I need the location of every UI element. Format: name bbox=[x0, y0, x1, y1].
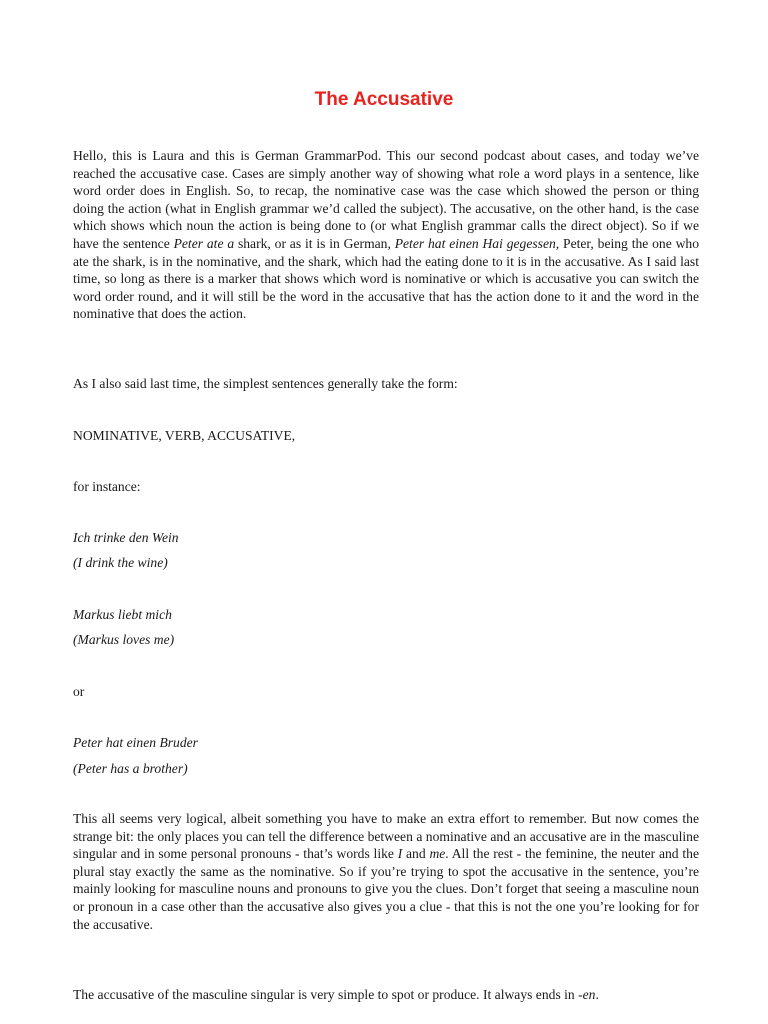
text-run: . bbox=[595, 987, 599, 1002]
text-run: This all seems very logical, albeit something you have to make an extra effort to remember. But now comes the strange bit: the only places you can tell the difference between a nominative and an accusative are in the masculine singular and in some personal pronouns - that’s words like bbox=[73, 811, 699, 862]
document-title: The Accusative bbox=[314, 89, 454, 110]
sentence-form-paragraph: NOMINATIVE, VERB, ACCUSATIVE, bbox=[73, 428, 296, 443]
example-english: (Peter has a brother) bbox=[73, 761, 188, 776]
example-english: (Markus loves me) bbox=[73, 632, 175, 647]
example-german: Peter hat einen Bruder bbox=[73, 735, 198, 750]
or-text: or bbox=[73, 684, 85, 699]
italic-run: me bbox=[429, 846, 446, 862]
text-run: shark, or as it is in German, bbox=[234, 235, 395, 251]
form-intro-paragraph: As I also said last time, the simplest sentences generally take the form: bbox=[73, 376, 458, 391]
example-english: (I drink the wine) bbox=[73, 555, 168, 570]
for-instance-paragraph: for instance: bbox=[73, 479, 141, 494]
intro-paragraph bbox=[73, 147, 699, 323]
text-run: . All the rest - the feminine, the neuter and the plural stay exactly the same as the nominative. So if you’re trying to spot the accusative in the sentence, you’re mainly looking for masculine nouns and pronouns to give you the clues. Don’t forget that seeing a masculine noun or pronoun in a case other than the accusative also gives you a clue - that this is not the one you’re looking for for the accusative. bbox=[73, 846, 699, 932]
text-run: Peter, being the one who ate the shark, is in the nominative, and the shark, which had the eating done to it is in the accusative. As I said last time, so long as there is a marker that shows which word is nominative or which is accusative you can switch the word order round, and it will still be the word in the accusative that has the action done to it and the word in the nominative that does the action. bbox=[73, 235, 700, 322]
italic-run: Peter hat einen Hai gegessen, bbox=[394, 235, 560, 251]
text-run: and bbox=[402, 846, 430, 862]
italic-run: en bbox=[582, 987, 596, 1002]
italic-run: I bbox=[397, 846, 403, 862]
text-run: Hello, this is Laura and this is German GrammarPod. This our second podcast about cases, and today we’ve reached the accusative case. Cases are simply another way of showing what role a word plays in a sentence, like word order does in English. So, to recap, the nominative case was the case which showed the person or thing doing the action (what in English grammar we’d called the subject). The accusative, on the other hand, is the case which shows which noun the action is being done to (or what English grammar calls the direct object). So if we have the sentence bbox=[73, 148, 699, 251]
text-run: The accusative of the masculine singular is very simple to spot or produce. It always ends in - bbox=[73, 987, 583, 1002]
example-german: Markus liebt mich bbox=[73, 607, 172, 622]
example-german: Ich trinke den Wein bbox=[73, 530, 179, 545]
italic-run: Peter ate a bbox=[173, 235, 235, 251]
strange-bit-paragraph bbox=[73, 810, 699, 933]
masculine-ending-paragraph bbox=[73, 986, 599, 1003]
